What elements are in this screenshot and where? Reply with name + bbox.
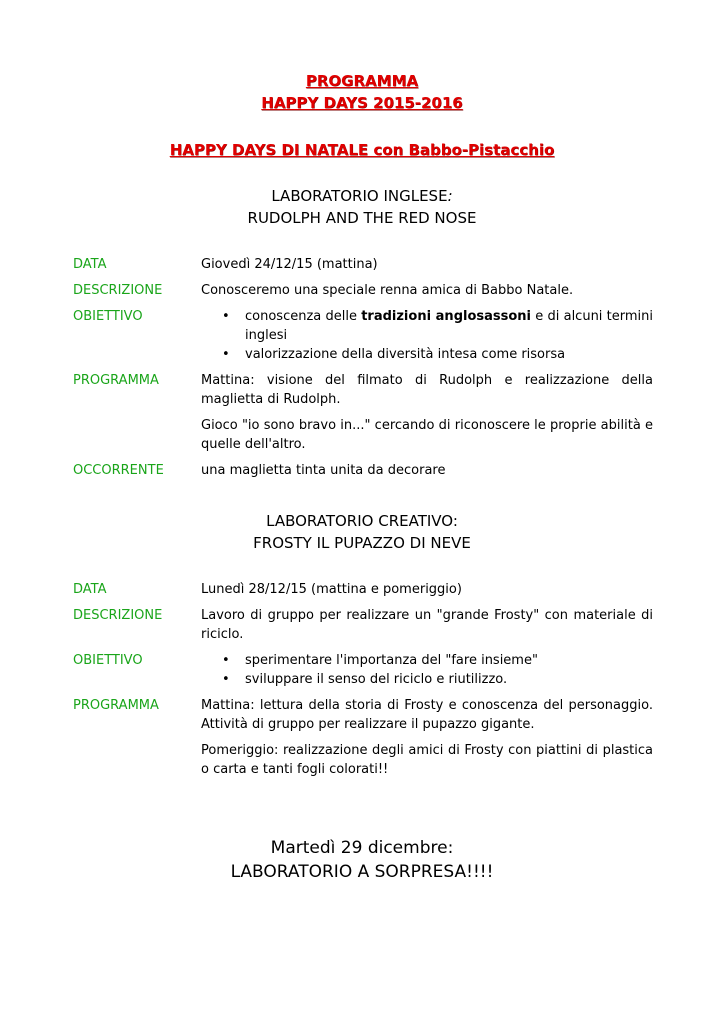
lab2-title: LABORATORIO CREATIVO: — [266, 512, 458, 530]
lab1-descrizione-value: Conosceremo una speciale renna amica di Babbo Natale. — [201, 283, 574, 298]
lab2-programma-p1: Mattina: lettura della storia di Frosty e conoscenza del personaggio. Attività di gruppo per realizzare il pupazzo gigante. — [201, 698, 653, 732]
lab1-title — [0, 186, 724, 206]
lab1-row-data — [73, 255, 653, 274]
lab2-row-programma — [73, 696, 653, 779]
lab1-title-colon: : — [447, 187, 453, 205]
lab2-row-obiettivo — [73, 651, 653, 689]
lab2-row-data — [73, 580, 653, 599]
lab2-descrizione-value: Lavoro di gruppo per realizzare un "grande Frosty" con materiale di riciclo. — [201, 608, 653, 642]
lab2-subtitle: FROSTY IL PUPAZZO DI NEVE — [253, 534, 471, 552]
lab2-obiettivo-bullet-1: • sperimentare l'importanza del "fare insieme" — [201, 651, 653, 670]
lab1-obiettivo-value — [201, 307, 653, 364]
lab1-descrizione-label: DESCRIZIONE — [73, 283, 163, 298]
lab1-occorrente-label: OCCORRENTE — [73, 463, 164, 478]
lab1-obiettivo-highlight: tradizioni anglosassoni — [361, 309, 532, 324]
lab1-row-descrizione — [73, 281, 653, 300]
lab2-programma-value — [201, 696, 653, 779]
lab1-programma-label: PROGRAMMA — [73, 373, 159, 388]
lab1-data-value: Giovedì 24/12/15 (mattina) — [201, 257, 378, 272]
lab1-obiettivo-bullet-2: • valorizzazione della diversità intesa come risorsa — [201, 345, 653, 364]
lab1-title-text: LABORATORIO INGLESE — [271, 187, 448, 205]
lab2-obiettivo-value — [201, 651, 653, 689]
lab2-data-label: DATA — [73, 582, 107, 597]
lab1-row-obiettivo — [73, 307, 653, 364]
lab1-obiettivo-label: OBIETTIVO — [73, 309, 143, 324]
lab1-programma-value — [201, 371, 653, 454]
lab2-programma-label: PROGRAMMA — [73, 698, 159, 713]
lab1-programma-p1: Mattina: visione del filmato di Rudolph e realizzazione della maglietta di Rudolph. — [201, 373, 653, 407]
lab1-occorrente-value: una maglietta tinta unita da decorare — [201, 463, 446, 478]
lab2-programma-p2: Pomeriggio: realizzazione degli amici di Frosty con piattini di plastica o carta e tanti fogli colorati!! — [201, 743, 653, 777]
surprise-date: Martedì 29 dicembre: — [270, 838, 454, 858]
lab2-data-value: Lunedì 28/12/15 (mattina e pomeriggio) — [201, 582, 462, 597]
lab1-row-occorrente — [73, 461, 653, 480]
program-years: HAPPY DAYS 2015-2016 — [261, 94, 463, 112]
lab2-obiettivo-label: OBIETTIVO — [73, 653, 143, 668]
surprise-lab: LABORATORIO A SORPRESA!!!! — [230, 862, 494, 882]
lab1-details — [73, 255, 653, 480]
program-subtitle: HAPPY DAYS DI NATALE con Babbo-Pistacchio — [169, 141, 555, 159]
lab1-obiettivo-bullet-1: • conoscenza delle tradizioni anglosassoni e di alcuni termini inglesi — [201, 307, 653, 345]
lab1-subtitle: RUDOLPH AND THE RED NOSE — [247, 209, 477, 227]
program-title: PROGRAMMA — [305, 72, 419, 90]
lab2-details — [73, 580, 653, 779]
lab1-row-programma — [73, 371, 653, 454]
lab1-data-label: DATA — [73, 257, 107, 272]
lab2-descrizione-label: DESCRIZIONE — [73, 608, 163, 623]
lab2-obiettivo-bullet-2: • sviluppare il senso del riciclo e riutilizzo. — [201, 670, 653, 689]
lab1-programma-p2: Gioco "io sono bravo in..." cercando di riconoscere le proprie abilità e quelle dell'altro. — [201, 418, 653, 452]
lab2-row-descrizione — [73, 606, 653, 644]
